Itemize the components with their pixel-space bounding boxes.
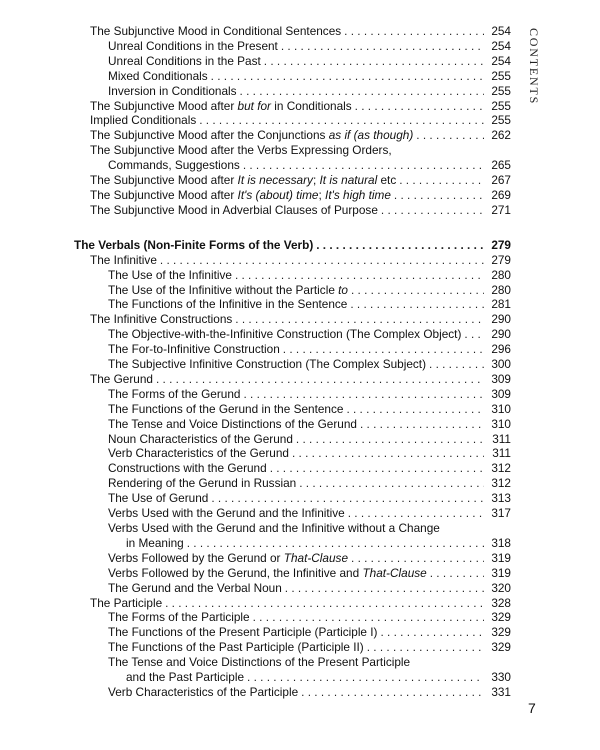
toc-entry-row[interactable] [74, 596, 511, 611]
toc-leader-dots [351, 283, 484, 298]
toc-entry-title: The Infinitive Constructions [90, 312, 233, 327]
toc-entry-row[interactable] [74, 69, 511, 84]
toc-leader-dots [165, 596, 484, 611]
toc-page-number: 255 [491, 98, 511, 113]
toc-entry-title: The Use of Gerund [108, 491, 209, 506]
toc-entry-title [108, 283, 348, 298]
toc-entry-row[interactable] [74, 640, 511, 655]
toc-entry-title: The Infinitive [90, 252, 157, 267]
toc-leader-dots [351, 551, 484, 566]
toc-entry-row[interactable] [74, 84, 511, 99]
toc-leader-dots [270, 461, 484, 476]
toc-leader-dots [243, 387, 484, 402]
toc-page-number: 265 [491, 158, 511, 173]
toc-entry-text-part: in Conditionals [271, 98, 352, 113]
toc-page-number: 269 [491, 187, 511, 202]
page-number: 7 [528, 700, 536, 716]
toc-leader-dots [316, 238, 484, 253]
toc-entry-title: The Subjunctive Mood in Conditional Sentences [90, 24, 342, 38]
toc-leader-dots [296, 432, 484, 447]
toc-leader-dots [380, 625, 484, 640]
toc-entry-title: The Functions of the Past Participle (Participle II) [108, 640, 364, 655]
toc-entry-row[interactable] [74, 128, 511, 143]
toc-entry-text-part: Verbs Followed by the Gerund, the Infinitive and [108, 565, 363, 580]
toc-leader-dots [399, 173, 484, 188]
toc-entry-row[interactable] [74, 491, 511, 506]
toc-page-number: 254 [491, 24, 511, 38]
toc-chapter-row[interactable] [74, 238, 511, 253]
toc-entry-title: The Subjective Infinitive Construction (The Complex Subject) [108, 357, 427, 372]
toc-entry-title: Mixed Conditionals [108, 68, 208, 83]
toc-leader-dots [235, 312, 484, 327]
toc-entry-title: Rendering of the Gerund in Russian [108, 476, 297, 491]
toc-page-number: 320 [491, 580, 511, 595]
toc-page-number: 317 [491, 506, 511, 521]
toc-entry-title: Inversion in Conditionals [108, 83, 237, 98]
toc-entry-row[interactable] [74, 461, 511, 476]
toc-leader-dots [156, 372, 484, 387]
toc-entry-row[interactable] [74, 521, 511, 536]
toc-page-number: 312 [491, 461, 511, 476]
toc-entry-title: The Tense and Voice Distinctions of the Gerund [108, 416, 357, 431]
toc-leader-dots [243, 158, 484, 173]
toc-entry-title [108, 551, 348, 566]
toc-entry-title [90, 128, 413, 143]
toc-entry-row[interactable] [74, 387, 511, 402]
toc-page-number: 310 [491, 401, 511, 416]
toc-page-number: 255 [491, 68, 511, 83]
toc-leader-dots [394, 188, 484, 203]
toc-entry-row[interactable] [74, 188, 511, 203]
toc-entry-title [90, 188, 391, 203]
toc-entry-row[interactable] [74, 536, 511, 551]
toc-leader-dots [187, 536, 484, 551]
toc-entry-row[interactable] [74, 625, 511, 640]
toc-leader-dots [429, 357, 484, 372]
toc-entry-title: Constructions with the Gerund [108, 461, 267, 476]
toc-entry-title: The Tense and Voice Distinctions of the Present Participle [108, 655, 411, 670]
toc-entry-italic-text: It's (about) time [237, 187, 319, 202]
toc-leader-dots [360, 417, 484, 432]
toc-page-number: 255 [491, 113, 511, 128]
toc-page-number: 310 [491, 416, 511, 431]
toc-page-number: 280 [491, 267, 511, 282]
toc-page-number: 290 [491, 327, 511, 342]
toc-leader-dots [235, 268, 484, 283]
toc-entry-title: The Functions of the Present Participle (Participle I) [108, 625, 378, 640]
toc-entry-title [108, 566, 427, 581]
toc-page-number: 318 [491, 535, 511, 550]
toc-entry-title: Unreal Conditions in the Present [108, 38, 278, 53]
toc-leader-dots [211, 69, 484, 84]
toc-leader-dots [301, 685, 484, 700]
toc-page-number: 279 [491, 237, 511, 252]
toc-page-number: 319 [491, 565, 511, 580]
toc-page-number: 329 [491, 610, 511, 625]
toc-page-number: 313 [491, 491, 511, 506]
toc-page-number: 319 [491, 550, 511, 565]
toc-entry-title: The Gerund and the Verbal Noun [108, 580, 282, 595]
toc-leader-dots [355, 99, 484, 114]
toc-entry-title: Verbs Used with the Gerund and the Infinitive [108, 506, 345, 521]
toc-entry-row[interactable] [74, 670, 511, 685]
toc-page-number: 328 [491, 595, 511, 610]
toc-leader-dots [285, 581, 484, 596]
toc-entry-row[interactable] [74, 253, 511, 268]
toc-entry-title: The Subjunctive Mood in Adverbial Clauses of Purpose [90, 202, 378, 217]
toc-leader-dots [292, 446, 484, 461]
toc-entry-title: in Meaning [126, 535, 184, 550]
toc-entry-title: The Objective-with-the-Infinitive Construction (The Complex Object) [108, 327, 462, 342]
toc-entry-title: The Gerund [90, 371, 153, 386]
toc-entry-row[interactable] [74, 402, 511, 417]
table-of-contents [74, 24, 511, 700]
toc-entry-title [90, 99, 352, 114]
toc-entry-text-part: The Use of the Infinitive without the Particle [108, 282, 339, 297]
toc-page-number: 309 [491, 386, 511, 401]
toc-entry-title: The Forms of the Gerund [108, 386, 241, 401]
toc-entry-text-part: The Subjunctive Mood after [90, 98, 238, 113]
toc-entry-text-part: The Subjunctive Mood after the Conjunctions [90, 128, 329, 143]
toc-entry-row[interactable] [74, 54, 511, 69]
toc-page-number: 255 [491, 83, 511, 98]
toc-entry-title: Verb Characteristics of the Participle [108, 684, 299, 699]
toc-page-number: 309 [491, 371, 511, 386]
toc-entry-row[interactable] [74, 268, 511, 283]
toc-leader-dots [381, 203, 484, 218]
toc-leader-dots [348, 506, 484, 521]
toc-entry-italic-text: It's high time [325, 187, 391, 202]
toc-entry-row[interactable] [74, 342, 511, 357]
toc-entry-row[interactable] [74, 39, 511, 54]
toc-leader-dots [350, 297, 484, 312]
toc-page-number: 254 [491, 38, 511, 53]
toc-entry-text-part: The Subjunctive Mood after [90, 173, 238, 188]
toc-page-number: 311 [492, 446, 511, 461]
toc-entry-title: The Functions of the Infinitive in the Sentence [108, 297, 348, 312]
toc-entry-row[interactable] [74, 506, 511, 521]
toc-page-number: 262 [491, 128, 511, 143]
toc-entry-italic-text: It is natural [319, 173, 378, 188]
toc-leader-dots [240, 84, 484, 99]
toc-page-number: 300 [491, 357, 511, 372]
toc-entry-row[interactable] [74, 357, 511, 372]
toc-entry-row[interactable] [74, 173, 511, 188]
toc-entry-row[interactable] [74, 432, 511, 447]
toc-leader-dots [281, 39, 484, 54]
toc-entry-row[interactable] [74, 581, 511, 596]
toc-entry-title: Implied Conditionals [90, 113, 197, 128]
contents-side-label: CONTENTS [527, 28, 541, 106]
toc-page-number: 267 [491, 173, 511, 188]
toc-entry-title: Verbs Used with the Gerund and the Infinitive without a Change [108, 521, 440, 535]
toc-entry-row[interactable] [74, 610, 511, 625]
toc-leader-dots [416, 128, 484, 143]
toc-entry-row[interactable] [74, 158, 511, 173]
toc-page-number: 311 [492, 431, 511, 446]
toc-entry-italic-text: to [338, 282, 348, 297]
toc-leader-dots [430, 566, 484, 581]
toc-page-number: 254 [491, 53, 511, 68]
toc-entry-title: The Use of the Infinitive [108, 267, 232, 282]
toc-entry-row[interactable] [74, 24, 511, 39]
toc-leader-dots [299, 476, 484, 491]
toc-leader-dots [344, 24, 484, 39]
toc-entry-row[interactable] [74, 685, 511, 700]
toc-entry-title: The Verbals (Non-Finite Forms of the Verb) [74, 237, 314, 252]
toc-page-number: 312 [491, 476, 511, 491]
toc-entry-row[interactable] [74, 417, 511, 432]
toc-entry-text-part: etc [377, 173, 397, 188]
toc-leader-dots [160, 253, 484, 268]
toc-entry-row[interactable] [74, 566, 511, 581]
toc-entry-title: The Forms of the Participle [108, 610, 250, 625]
toc-leader-dots [464, 327, 484, 342]
toc-page-number: 281 [491, 297, 511, 312]
toc-entry-italic-text: That-Clause [362, 565, 427, 580]
toc-entry-title: and the Past Participle [126, 670, 245, 685]
toc-leader-dots [346, 402, 484, 417]
toc-entry-title: Noun Characteristics of the Gerund [108, 431, 293, 446]
toc-entry-title: The Participle [90, 595, 163, 610]
toc-entry-italic-text: It is necessary [237, 173, 313, 188]
toc-entry-row[interactable] [74, 655, 511, 670]
toc-entry-title: Verb Characteristics of the Gerund [108, 446, 289, 461]
toc-page-number: 296 [491, 342, 511, 357]
toc-page-number: 280 [491, 282, 511, 297]
toc-entry-row[interactable] [74, 446, 511, 461]
toc-entry-row[interactable] [74, 551, 511, 566]
toc-entry-text-part: The Subjunctive Mood after [90, 187, 238, 202]
toc-entry-row[interactable] [74, 113, 511, 128]
toc-entry-row[interactable] [74, 283, 511, 298]
toc-page-number: 330 [491, 670, 511, 685]
toc-leader-dots [367, 640, 484, 655]
toc-entry-text-part: Verbs Followed by the Gerund or [108, 550, 284, 565]
toc-entry-title: The Subjunctive Mood after the Verbs Expressing Orders, [90, 143, 392, 158]
toc-entry-text-part: ; [312, 173, 320, 188]
toc-page-number: 329 [491, 640, 511, 655]
toc-page-number: 329 [491, 625, 511, 640]
toc-leader-dots [247, 670, 484, 685]
toc-entry-row[interactable] [74, 203, 511, 218]
toc-entry-title [90, 173, 396, 188]
toc-entry-italic-text: as if (as though) [328, 128, 414, 143]
toc-leader-dots [211, 491, 484, 506]
toc-entry-row[interactable] [74, 327, 511, 342]
toc-entry-title: Commands, Suggestions [108, 158, 240, 173]
toc-entry-row[interactable] [74, 99, 511, 114]
toc-leader-dots [283, 342, 484, 357]
toc-entry-title: The For-to-Infinitive Construction [108, 342, 280, 357]
toc-entry-row[interactable] [74, 312, 511, 327]
toc-entry-title: The Functions of the Gerund in the Sentence [108, 401, 344, 416]
section-gap [74, 218, 511, 238]
toc-entry-row[interactable] [74, 297, 511, 312]
toc-entry-row[interactable] [74, 372, 511, 387]
toc-entry-italic-text: but for [237, 98, 271, 113]
toc-page-number: 271 [491, 202, 511, 217]
toc-entry-row[interactable] [74, 476, 511, 491]
toc-entry-title: Unreal Conditions in the Past [108, 53, 261, 68]
toc-page-number: 290 [491, 312, 511, 327]
toc-page-number: 279 [491, 252, 511, 267]
toc-page-number: 331 [491, 684, 511, 699]
toc-leader-dots [253, 610, 484, 625]
toc-leader-dots [199, 113, 484, 128]
toc-entry-italic-text: That-Clause [283, 550, 349, 565]
toc-leader-dots [264, 54, 484, 69]
toc-entry-row[interactable] [74, 143, 511, 158]
toc-entry-text-part: ; [318, 187, 326, 202]
